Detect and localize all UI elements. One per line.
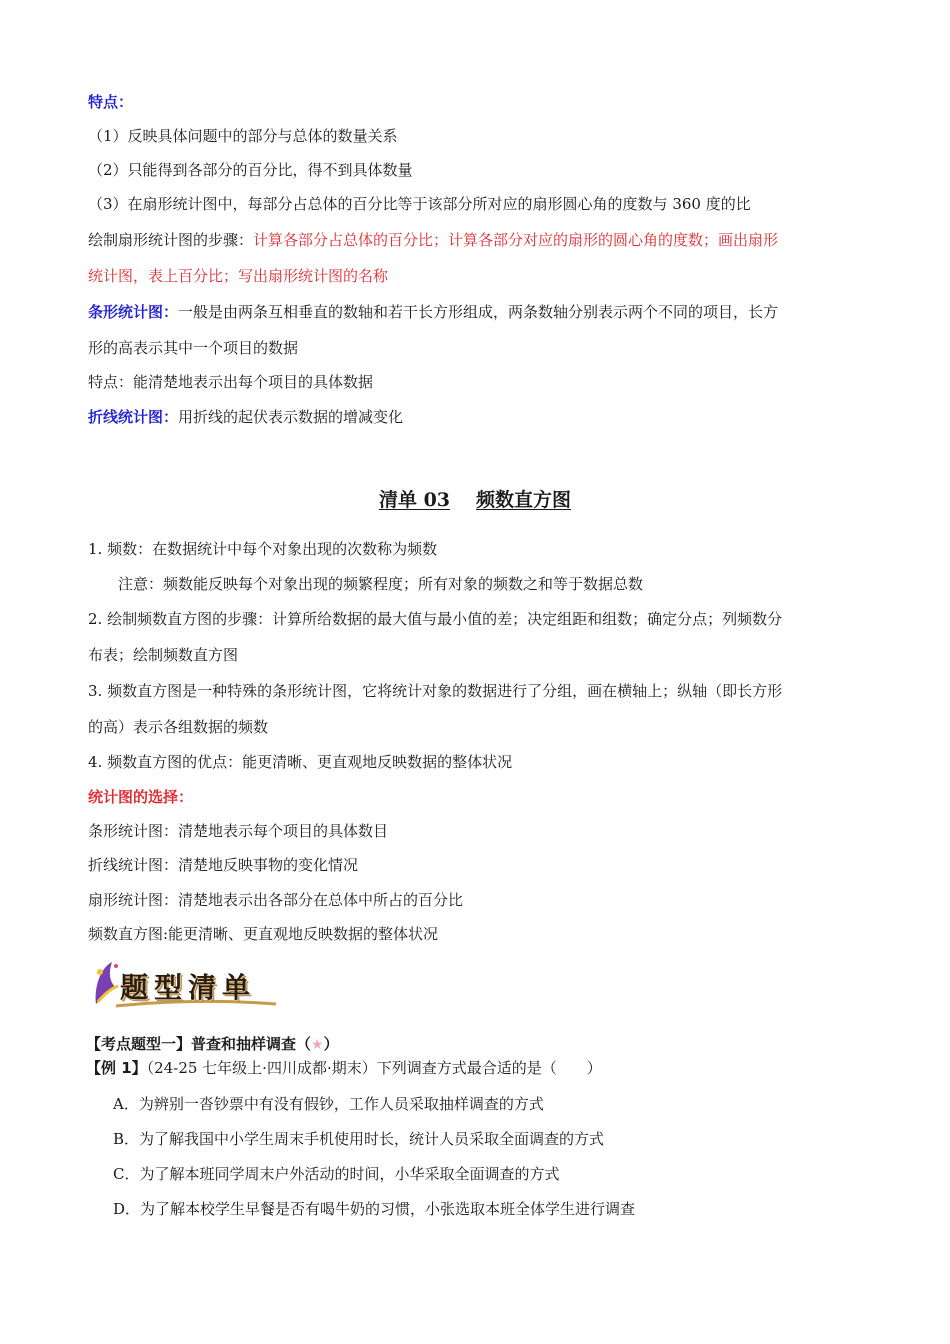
question-types-banner <box>86 958 278 1010</box>
option-c: C．为了解本班同学周末户外活动的时间，小华采取全面调查的方式 <box>113 1165 560 1183</box>
question-type-label: 【考点题型一】普查和抽样调查（ <box>86 1035 312 1053</box>
choice-heading: 统计图的选择： <box>88 788 194 806</box>
question-type-close: ） <box>323 1035 339 1053</box>
banner-title: 题型清单 <box>120 971 257 1004</box>
section-name: 频数直方图 <box>476 489 572 511</box>
pie-steps-cont: 统计图，表上百分比；写出扇形统计图的名称 <box>88 267 389 285</box>
freq-note: 注意：频数能反映每个对象出现的频繁程度；所有对象的频数之和等于数据总数 <box>118 575 644 593</box>
features-heading: 特点： <box>88 93 134 111</box>
bar-desc-text: 一般是由两条互相垂直的数轴和若干长方形组成，两条数轴分别表示两个不同的项目，长方 <box>178 303 779 321</box>
bar-desc-cont: 形的高表示其中一个项目的数据 <box>88 339 299 357</box>
feature-item: （2）只能得到各部分的百分比，得不到具体数量 <box>88 161 413 179</box>
option-d: D．为了解本校学生早餐是否有喝牛奶的习惯，小张选取本班全体学生进行调查 <box>113 1200 636 1218</box>
line-chart-desc <box>88 407 403 427</box>
option-a: A．为辨别一沓钞票中有没有假钞，工作人员采取抽样调查的方式 <box>113 1095 544 1113</box>
example-text: （24-25 七年级上·四川成都·期末）下列调查方式最合适的是（ ） <box>146 1059 602 1077</box>
feature-item: （1）反映具体问题中的部分与总体的数量关系 <box>88 127 398 145</box>
feature-item: （3）在扇形统计图中，每部分占总体的百分比等于该部分所对应的扇形圆心角的度数与 360 度的比 <box>88 195 751 213</box>
question-type <box>86 1034 339 1055</box>
pie-steps-prefix: 绘制扇形统计图的步骤： <box>88 231 254 249</box>
star-icon: ★ <box>311 1037 324 1053</box>
section-prefix: 清单 03 <box>378 489 451 511</box>
freq-item: 4. 频数直方图的优点：能更清晰、更直观地反映数据的整体状况 <box>88 753 513 771</box>
example-1 <box>86 1058 602 1078</box>
freq-item-cont: 的高）表示各组数据的频数 <box>88 718 269 736</box>
bar-desc <box>88 302 778 322</box>
line-chart-label: 折线统计图： <box>88 408 179 426</box>
freq-item: 3. 频数直方图是一种特殊的条形统计图，它将统计对象的数据进行了分组，画在横轴上；纵轴（即长方形 <box>88 682 783 700</box>
freq-item: 1. 频数：在数据统计中每个对象出现的次数称为频数 <box>88 540 438 558</box>
wizard-hat-icon <box>96 962 116 1004</box>
pie-steps-text: 计算各部分占总体的百分比；计算各部分对应的扇形的圆心角的度数；画出扇形 <box>253 231 779 249</box>
choice-item: 折线统计图：清楚地反映事物的变化情况 <box>88 856 359 874</box>
option-b: B．为了解我国中小学生周末手机使用时长，统计人员采取全面调查的方式 <box>113 1130 605 1148</box>
section-title <box>0 488 950 512</box>
freq-item-cont: 布表；绘制频数直方图 <box>88 646 239 664</box>
bar-label: 条形统计图： <box>88 303 179 321</box>
line-chart-text: 用折线的起伏表示数据的增减变化 <box>178 408 404 426</box>
bar-feature: 特点：能清楚地表示出每个项目的具体数据 <box>88 373 374 391</box>
freq-item: 2. 绘制频数直方图的步骤：计算所给数据的最大值与最小值的差；决定组距和组数；确定分点；列频数分 <box>88 610 783 628</box>
choice-item: 扇形统计图：清楚地表示出各部分在总体中所占的百分比 <box>88 891 464 909</box>
choice-item: 条形统计图：清楚地表示每个项目的具体数目 <box>88 822 389 840</box>
pie-steps <box>88 230 778 250</box>
example-label: 【例 1】 <box>86 1059 147 1077</box>
choice-item: 频数直方图:能更清晰、更直观地反映数据的整体状况 <box>88 925 439 943</box>
